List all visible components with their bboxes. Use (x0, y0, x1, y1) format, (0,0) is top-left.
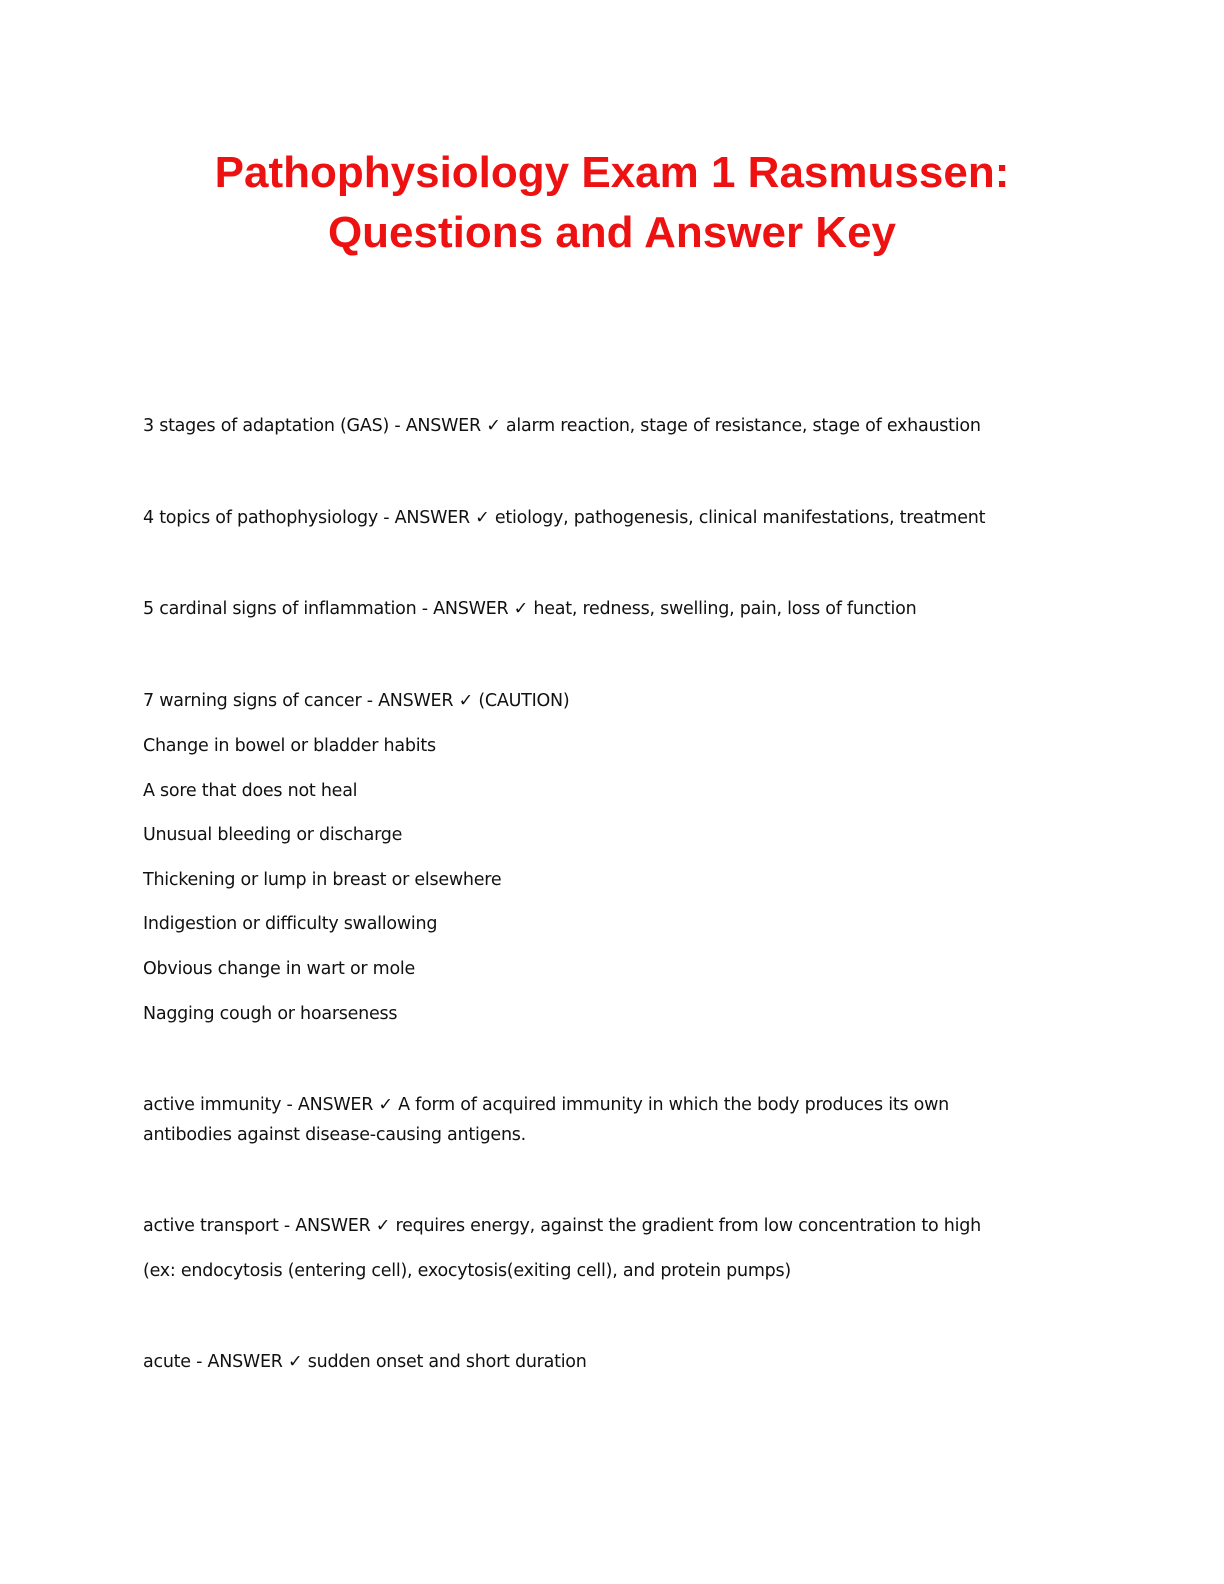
list-item: Unusual bleeding or discharge (143, 825, 403, 845)
entry-cancer-heading: 7 warning signs of cancer - ANSWER ✓ (CAUTION) (143, 691, 570, 711)
entry-active-transport-line-2: (ex: endocytosis (entering cell), exocytosis(exiting cell), and protein pumps) (143, 1261, 791, 1281)
list-item: Change in bowel or bladder habits (143, 736, 436, 756)
title-line-2: Questions and Answer Key (327, 208, 897, 257)
entry-active-immunity-line-2: antibodies against disease-causing antigens. (143, 1125, 526, 1145)
entry-active-immunity-line-1: active immunity - ANSWER ✓ A form of acquired immunity in which the body produces its own (143, 1095, 950, 1115)
list-item: Indigestion or difficulty swallowing (143, 914, 438, 934)
document-title (0, 143, 1224, 263)
entry-gas: 3 stages of adaptation (GAS) - ANSWER ✓ alarm reaction, stage of resistance, stage of exhaustion (143, 416, 981, 436)
entry-active-transport-line-1: active transport - ANSWER ✓ requires energy, against the gradient from low concentration to high (143, 1216, 981, 1236)
list-item: Nagging cough or hoarseness (143, 1004, 398, 1024)
entry-topics: 4 topics of pathophysiology - ANSWER ✓ etiology, pathogenesis, clinical manifestations, treatment (143, 508, 986, 528)
entry-acute: acute - ANSWER ✓ sudden onset and short duration (143, 1352, 587, 1372)
title-line-1: Pathophysiology Exam 1 Rasmussen: (214, 148, 1010, 197)
entry-inflammation: 5 cardinal signs of inflammation - ANSWER ✓ heat, redness, swelling, pain, loss of function (143, 599, 917, 619)
list-item: A sore that does not heal (143, 781, 358, 801)
list-item: Obvious change in wart or mole (143, 959, 416, 979)
list-item: Thickening or lump in breast or elsewhere (143, 870, 502, 890)
